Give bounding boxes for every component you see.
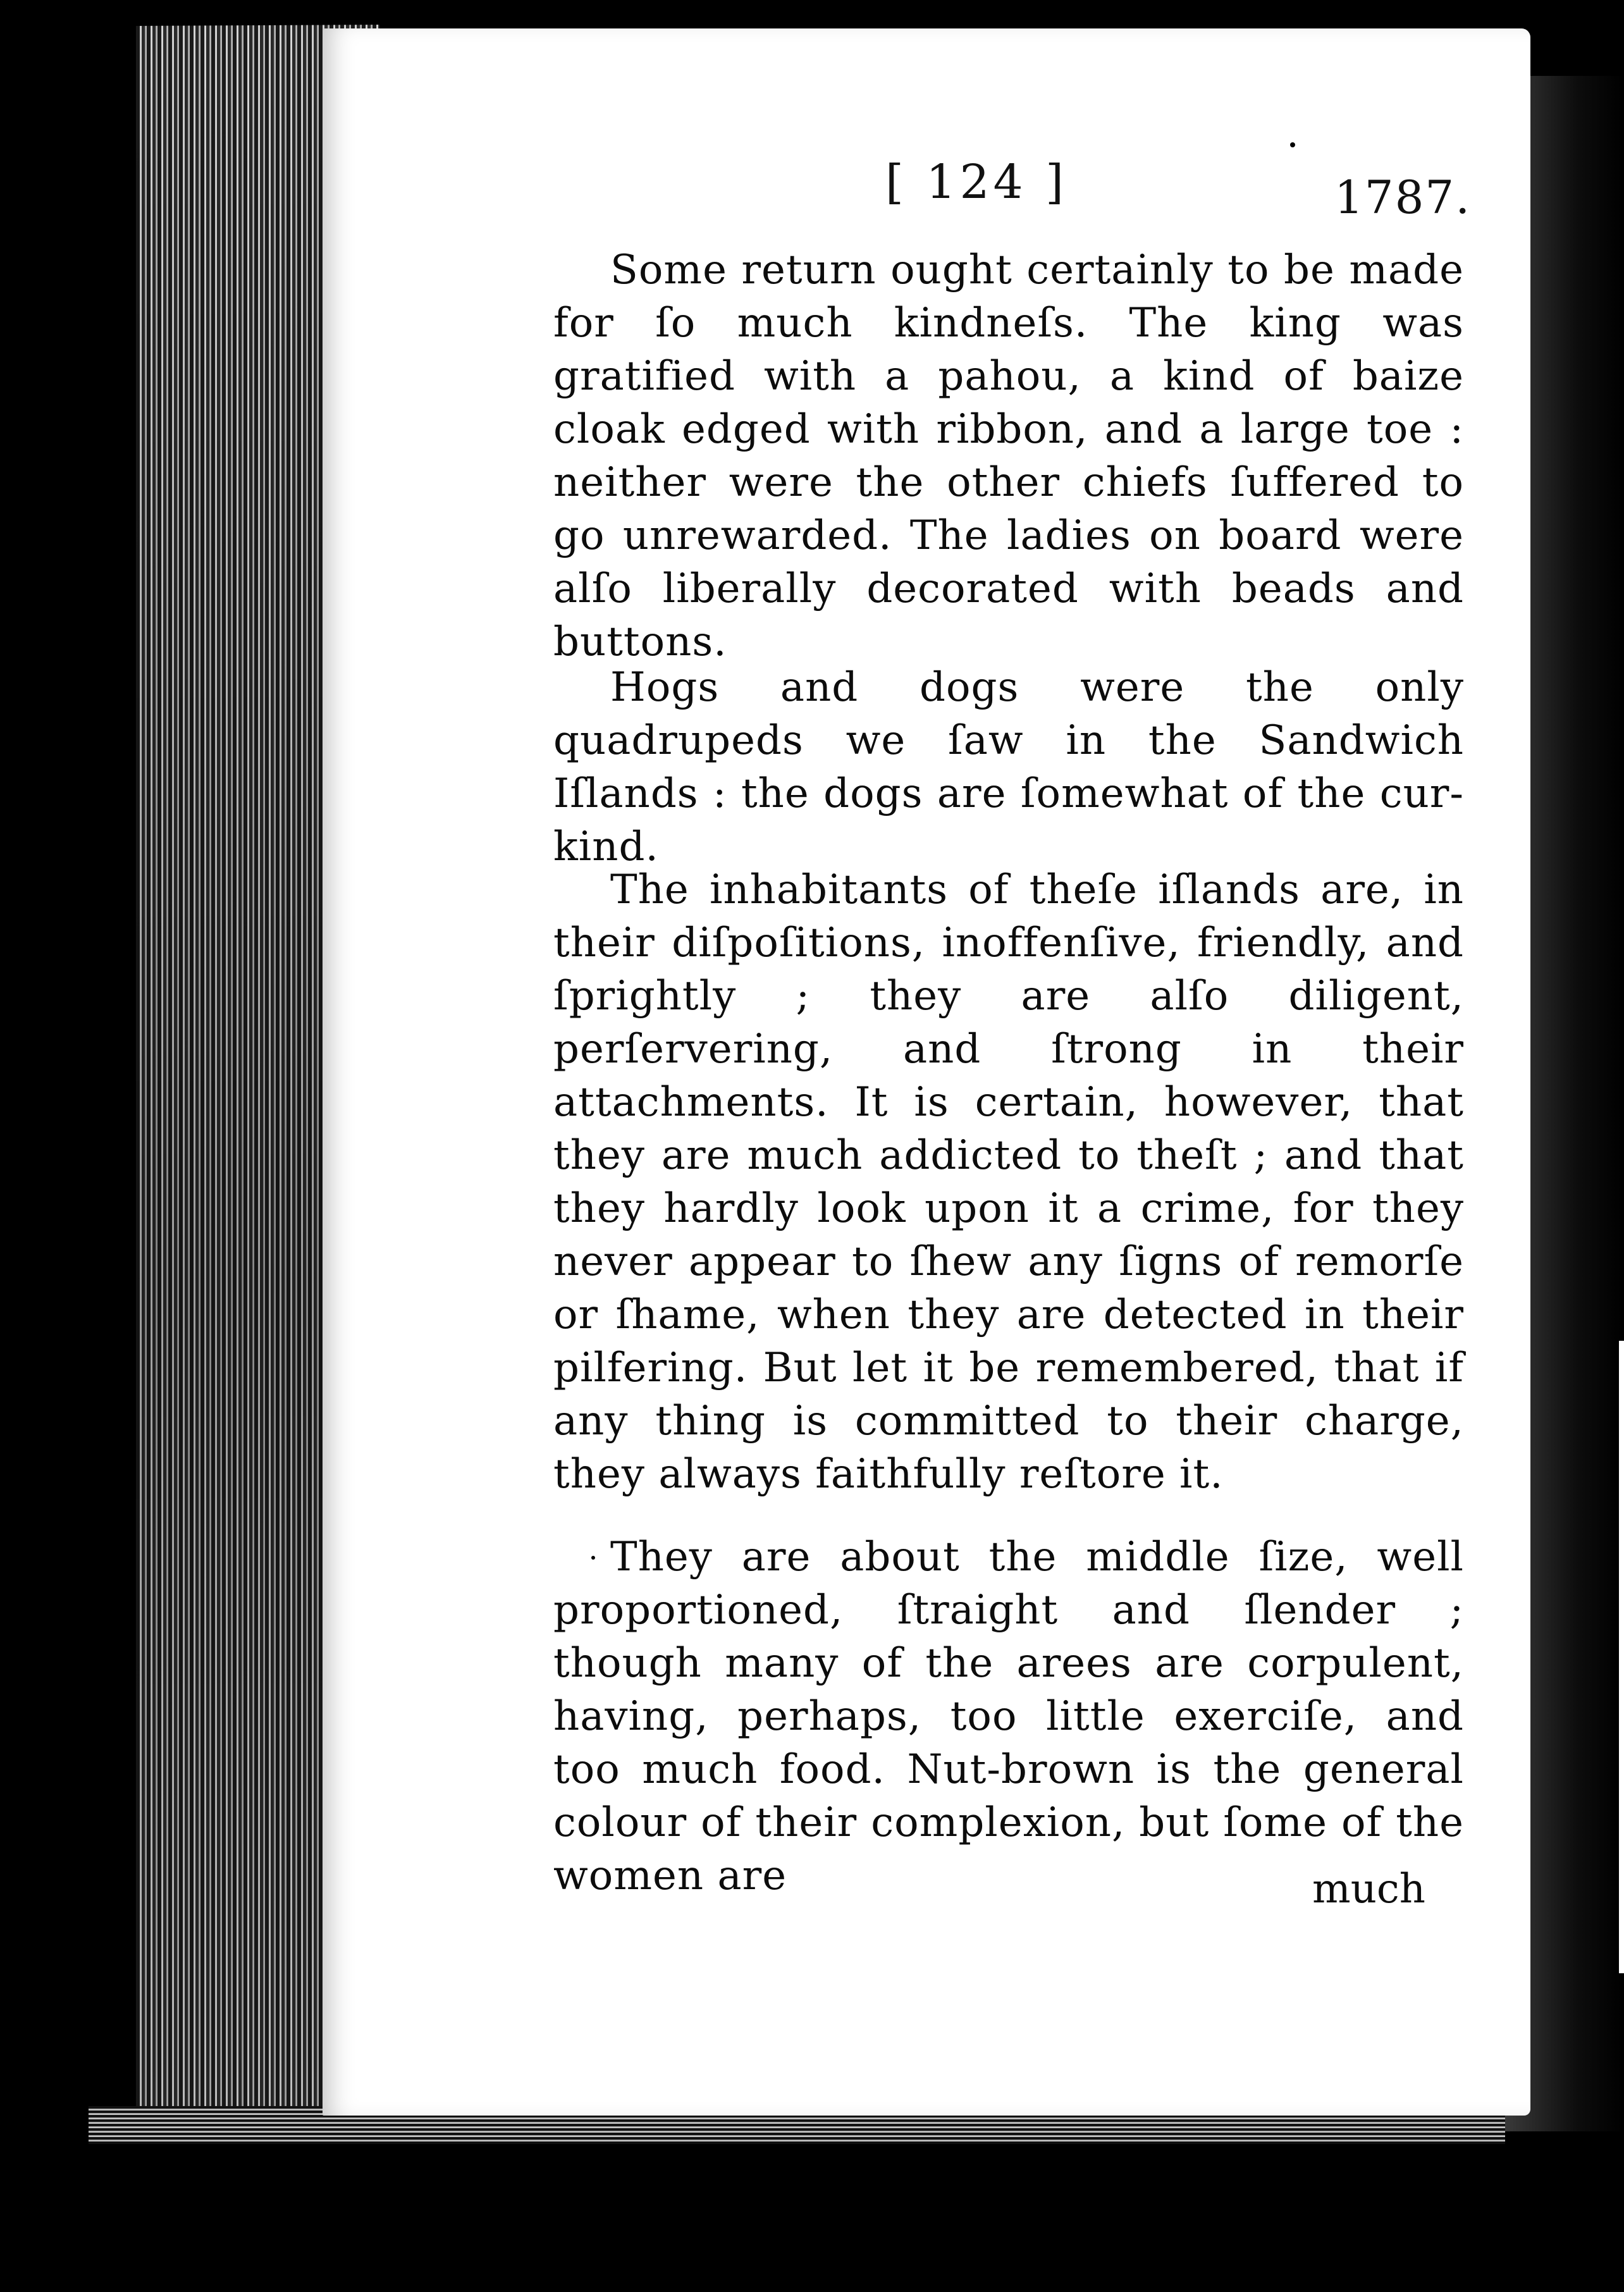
ink-speck (1290, 142, 1295, 147)
paragraph-1: Some return ought certainly to be made for ſo much kindneſs. The king was gratified with a pahou, a kind of baize cloak edged with ribbon, and a large toe : neither were the other chiefs ſuffered to go unrewarded. The ladies on board were alſo liberally decorated with beads and buttons. (553, 247, 1464, 665)
paragraph-2: Hogs and dogs were the only quadrupeds we ſaw in the Sandwich Iſlands : the dogs are ſomewhat of the cur-kind. (553, 664, 1464, 870)
adjacent-page-edge (1619, 1341, 1624, 1973)
ink-speck (591, 1556, 595, 1560)
paragraph-4: They are about the middle ſize, well proportioned, ſtraight and ſlender ; though many of the arees are corpulent, having, perhaps, too little exerciſe, and too much food. Nut-brown is the general colour of their complexion, but ſome of the women are (553, 1534, 1464, 1899)
paragraph-3: The inhabitants of theſe iſlands are, in their diſpoſitions, inoffenſive, friendly, and ſprightly ; they are alſo diligent, perſervering, and ſtrong in their attachments. It is certain, however, that they are much addicted to theſt ; and that they hardly look upon it a crime, for they never appear to ſhew any ſigns of remorſe or ſhame, when they are detected in their pilfering. But let it be remembered, that if any thing is committed to their charge, they always faithfully reſtore it. (553, 866, 1464, 1498)
catchword: much (1312, 1866, 1425, 1913)
running-header-date: 1787. (1334, 171, 1472, 224)
page-number: [ 124 ] (885, 155, 1068, 209)
